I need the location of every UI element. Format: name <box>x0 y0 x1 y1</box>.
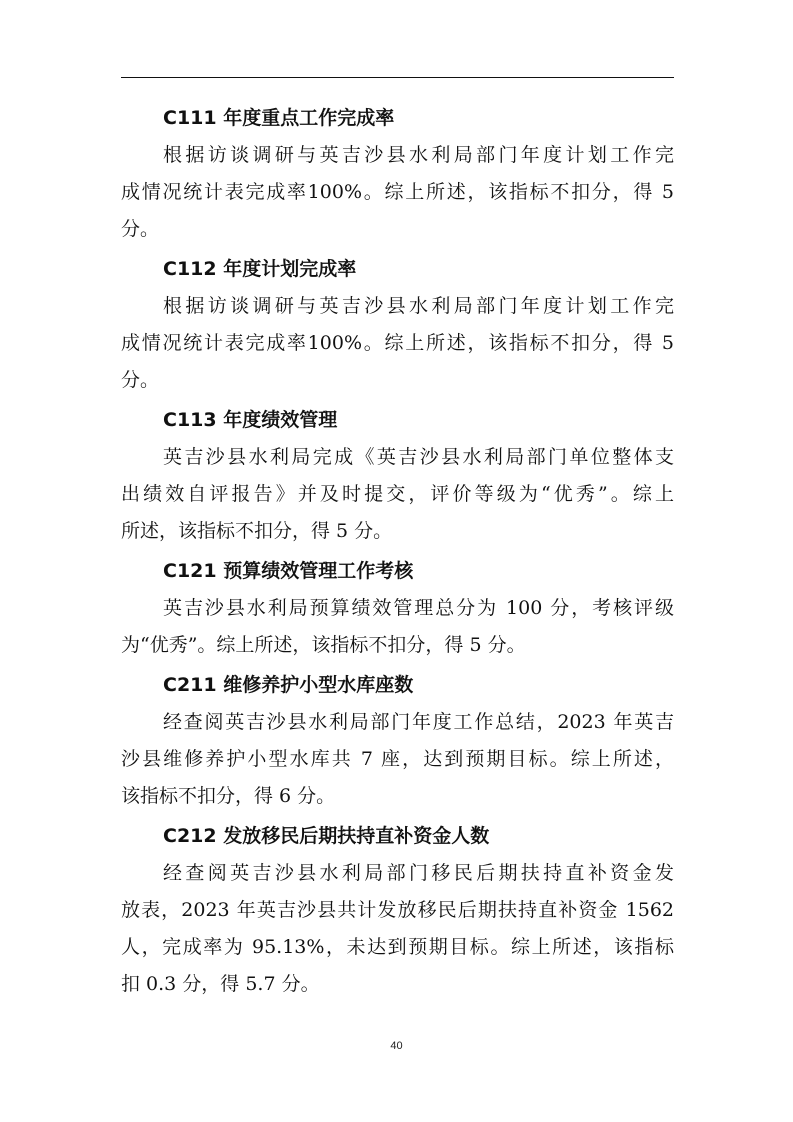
section-heading-c212: C212 发放移民后期扶持直补资金人数 <box>163 825 490 847</box>
paragraph-line: 英吉沙县水利局完成《英吉沙县水利局部门单位整体支 <box>163 446 674 468</box>
section-heading-c113: C113 年度绩效管理 <box>163 409 338 431</box>
paragraph-line: 为“优秀”。综上所述，该指标不扣分，得 5 分。 <box>121 634 526 656</box>
paragraph-line: 该指标不扣分，得 6 分。 <box>121 785 336 807</box>
paragraph-line: 经查阅英吉沙县水利局部门移民后期扶持直补资金发 <box>163 862 674 884</box>
paragraph-line: 扣 0.3 分，得 5.7 分。 <box>121 973 320 995</box>
paragraph-line: 根据访谈调研与英吉沙县水利局部门年度计划工作完 <box>163 295 674 317</box>
header-rule <box>121 77 674 78</box>
section-paragraph-c121 <box>121 590 674 664</box>
section-heading-c111: C111 年度重点工作完成率 <box>163 107 395 129</box>
section-heading-c121: C121 预算绩效管理工作考核 <box>163 560 414 582</box>
section-paragraph-c111 <box>121 137 674 248</box>
paragraph-line: 经查阅英吉沙县水利局部门年度工作总结，2023 年英吉 <box>163 711 674 733</box>
section-heading-c211: C211 维修养护小型水库座数 <box>163 674 414 696</box>
paragraph-line: 分。 <box>121 218 160 240</box>
paragraph-line: 所述，该指标不扣分，得 5 分。 <box>121 520 393 542</box>
paragraph-line: 出绩效自评报告》并及时提交，评价等级为“优秀”。综上 <box>121 483 674 505</box>
section-paragraph-c211 <box>121 704 674 815</box>
section-paragraph-c212 <box>121 855 674 1003</box>
paragraph-line: 人，完成率为 95.13%，未达到预期目标。综上所述，该指标 <box>121 936 674 958</box>
paragraph-line: 英吉沙县水利局预算绩效管理总分为 100 分，考核评级 <box>163 597 674 619</box>
paragraph-line: 分。 <box>121 369 160 391</box>
section-paragraph-c112 <box>121 288 674 399</box>
page-number: 40 <box>390 1040 403 1052</box>
paragraph-line: 放表，2023 年英吉沙县共计发放移民后期扶持直补资金 1562 <box>121 899 674 921</box>
document-body <box>121 100 674 1003</box>
section-paragraph-c113 <box>121 439 674 550</box>
paragraph-line: 根据访谈调研与英吉沙县水利局部门年度计划工作完 <box>163 144 674 166</box>
paragraph-line: 成情况统计表完成率100%。综上所述，该指标不扣分，得 5 <box>121 181 674 203</box>
paragraph-line: 沙县维修养护小型水库共 7 座，达到预期目标。综上所述， <box>121 748 674 770</box>
section-heading-c112: C112 年度计划完成率 <box>163 258 357 280</box>
paragraph-line: 成情况统计表完成率100%。综上所述，该指标不扣分，得 5 <box>121 332 674 354</box>
